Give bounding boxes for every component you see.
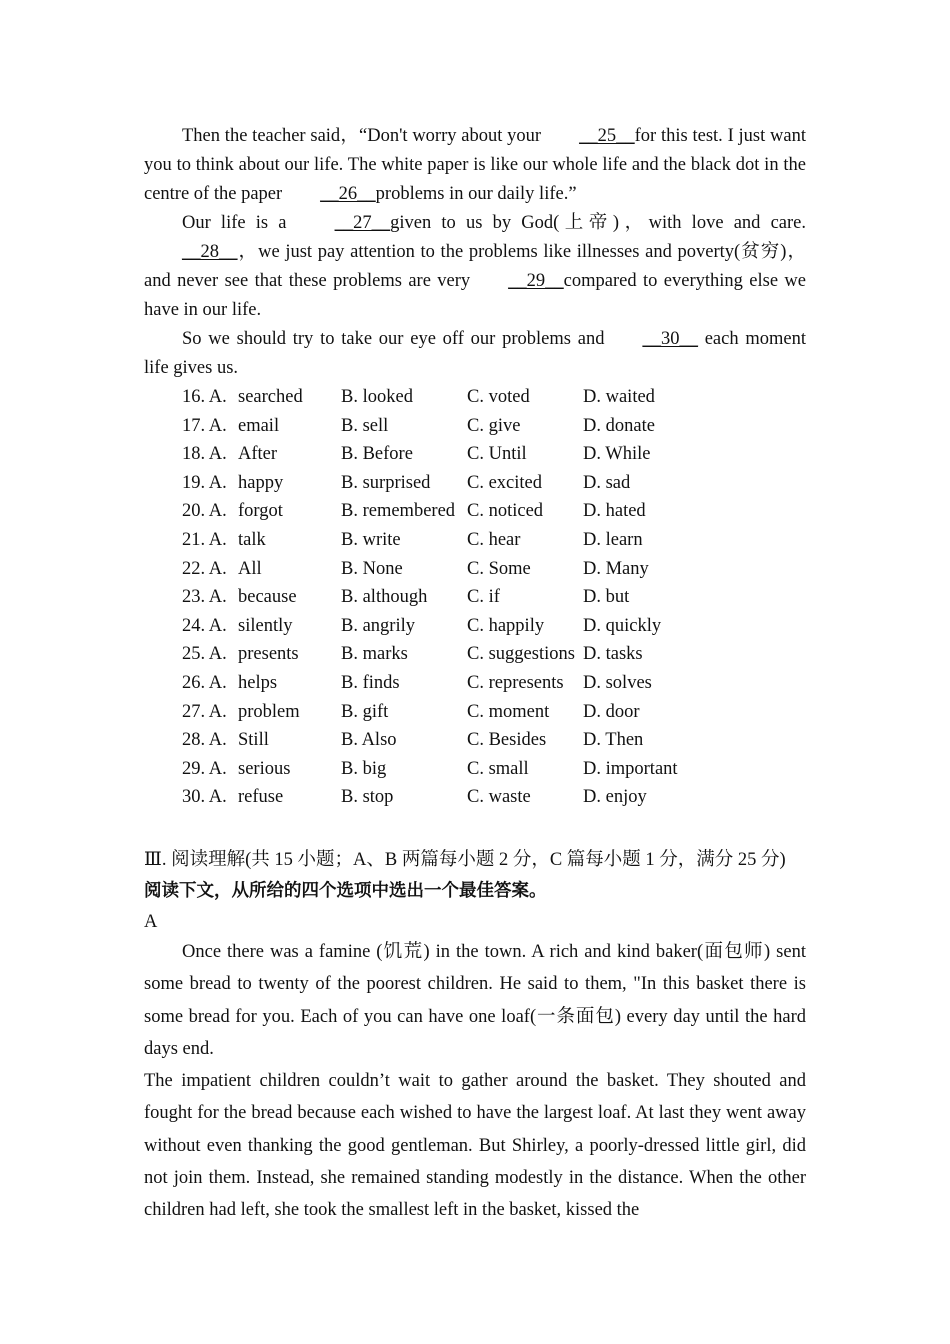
option-a: talk (238, 529, 266, 550)
option-row (144, 755, 806, 784)
question-number: 19. A. (182, 472, 227, 493)
option-d: D. but (583, 587, 630, 608)
option-c: C. if (467, 587, 500, 608)
option-d: D. donate (583, 415, 655, 436)
option-a: silently (238, 615, 293, 636)
option-d: D. Then (583, 730, 644, 751)
option-d: D. sad (583, 472, 631, 493)
option-a: happy (238, 472, 284, 493)
text-segment: for this test. I just want you to think about our life. The white paper is like our whole life and the black dot in the centre of the paper (144, 126, 807, 204)
question-number: 27. A. (182, 701, 227, 722)
question-number: 23. A. (182, 587, 227, 608)
cloze-paragraph-1 (144, 122, 806, 209)
option-c: C. moment (467, 701, 550, 722)
option-c: C. suggestions (467, 644, 575, 665)
option-b: B. marks (341, 644, 408, 665)
option-d: D. waited (583, 387, 655, 407)
reading-paragraph-1: Once there was a famine (饥荒) in the town. A rich and kind baker(面包师) sent some bread to twenty of the poorest children. He said to them, "In this basket there is some bread for you. Each of you can have one loaf(一条面包) every day until the hard days end. (144, 941, 806, 1059)
option-a: After (238, 444, 278, 465)
blank-26: __26__ (320, 184, 376, 204)
text-segment: ，we just pay attention to the problems like illnesses and poverty(贫穷)，and never see that these problems are very (144, 242, 806, 291)
option-a: problem (238, 701, 300, 722)
section-heading: Ⅲ. 阅读理解(共 15 小题；A、B 两篇每小题 2 分，C 篇每小题 1 分，满分 25 分) (144, 849, 786, 870)
option-b: B. big (341, 758, 387, 779)
option-d: D. enjoy (583, 787, 647, 808)
blank-27: __27__ (334, 213, 391, 233)
text-segment: given to us by God(上帝)，with love and care. (390, 213, 806, 233)
option-row (144, 583, 806, 612)
option-a: All (238, 558, 262, 579)
option-row (144, 726, 806, 755)
option-d: D. learn (583, 529, 643, 550)
answer-options-list (144, 383, 806, 812)
blank-25: __25__ (579, 126, 635, 146)
question-number: 21. A. (182, 529, 227, 550)
option-d: D. door (583, 701, 640, 722)
option-b: B. sell (341, 415, 389, 436)
cloze-paragraph-2 (144, 209, 806, 325)
option-d: D. hated (583, 501, 646, 522)
option-b: B. Before (341, 444, 413, 465)
question-number: 18. A. (182, 444, 227, 465)
text-segment: each moment life gives us. (144, 329, 807, 378)
question-number: 22. A. (182, 558, 227, 579)
option-row (144, 698, 806, 727)
blank-28: __28__ (182, 242, 238, 262)
option-a: searched (238, 387, 303, 407)
question-number: 17. A. (182, 415, 227, 436)
option-a: Still (238, 730, 269, 751)
option-c: C. Until (467, 444, 527, 465)
option-c: C. represents (467, 672, 564, 693)
passage-label: A (144, 911, 158, 932)
option-c: C. Some (467, 558, 531, 579)
section-instruction: 阅读下文，从所给的四个选项中选出一个最佳答案。 (144, 880, 547, 901)
option-row (144, 497, 806, 526)
text-segment: problems in our daily life.” (375, 184, 577, 204)
question-number: 16. A. (182, 387, 227, 407)
option-b: B. although (341, 587, 428, 608)
question-number: 20. A. (182, 501, 227, 522)
option-c: C. Besides (467, 730, 547, 751)
document-page (144, 122, 806, 1227)
option-c: C. waste (467, 787, 531, 808)
option-b: B. stop (341, 787, 394, 808)
option-d: D. tasks (583, 644, 643, 665)
question-number: 24. A. (182, 615, 227, 636)
option-row (144, 412, 806, 441)
option-b: B. write (341, 529, 401, 550)
option-b: B. finds (341, 672, 400, 693)
question-number: 30. A. (182, 787, 227, 808)
question-number: 26. A. (182, 672, 227, 693)
option-d: D. While (583, 444, 651, 465)
question-number: 29. A. (182, 758, 227, 779)
text-segment: Our life is a (182, 213, 297, 233)
option-row (144, 526, 806, 555)
option-c: C. voted (467, 387, 530, 407)
question-number: 28. A. (182, 730, 227, 751)
option-b: B. Also (341, 730, 397, 751)
option-c: C. excited (467, 472, 543, 493)
option-a: because (238, 587, 297, 608)
option-b: B. None (341, 558, 403, 579)
blank-30: __30__ (642, 329, 698, 349)
option-d: D. quickly (583, 615, 662, 636)
option-b: B. looked (341, 387, 413, 407)
text-segment: compared to everything else we have in our life. (144, 271, 806, 320)
option-a: refuse (238, 787, 284, 808)
reading-paragraph-2: The impatient children couldn’t wait to gather around the basket. They shouted and fought for the bread because each wished to have the largest loaf. At last they went away without even thanking the good gentleman. But Shirley, a poorly-dressed little girl, did not join them. Instead, she remained standing modestly in the distance. When the other children had left, she took the smallest left in the basket, kissed the (144, 1071, 806, 1221)
option-row (144, 469, 806, 498)
option-c: C. give (467, 415, 521, 436)
question-number: 25. A. (182, 644, 227, 665)
option-c: C. noticed (467, 501, 544, 522)
blank-29: __29__ (508, 271, 564, 291)
cloze-paragraph-3 (144, 325, 806, 383)
option-a: forgot (238, 501, 283, 522)
option-row (144, 640, 806, 669)
option-a: presents (238, 644, 299, 665)
option-b: B. remembered (341, 501, 456, 522)
option-d: D. solves (583, 672, 652, 693)
text-segment: Then the teacher said，“Don't worry about your (182, 126, 542, 146)
option-c: C. happily (467, 615, 545, 636)
option-row (144, 783, 806, 812)
option-c: C. small (467, 758, 529, 779)
option-a: serious (238, 758, 291, 779)
option-row (144, 612, 806, 641)
option-row (144, 555, 806, 584)
option-b: B. gift (341, 701, 389, 722)
option-c: C. hear (467, 529, 521, 550)
option-b: B. angrily (341, 615, 415, 636)
option-d: D. Many (583, 558, 649, 579)
option-row (144, 669, 806, 698)
option-row (144, 440, 806, 469)
text-segment: So we should try to take our eye off our problems and (182, 329, 605, 349)
option-a: email (238, 415, 280, 436)
option-a: helps (238, 672, 278, 693)
option-b: B. surprised (341, 472, 431, 493)
option-row (144, 383, 806, 412)
option-d: D. important (583, 758, 678, 779)
